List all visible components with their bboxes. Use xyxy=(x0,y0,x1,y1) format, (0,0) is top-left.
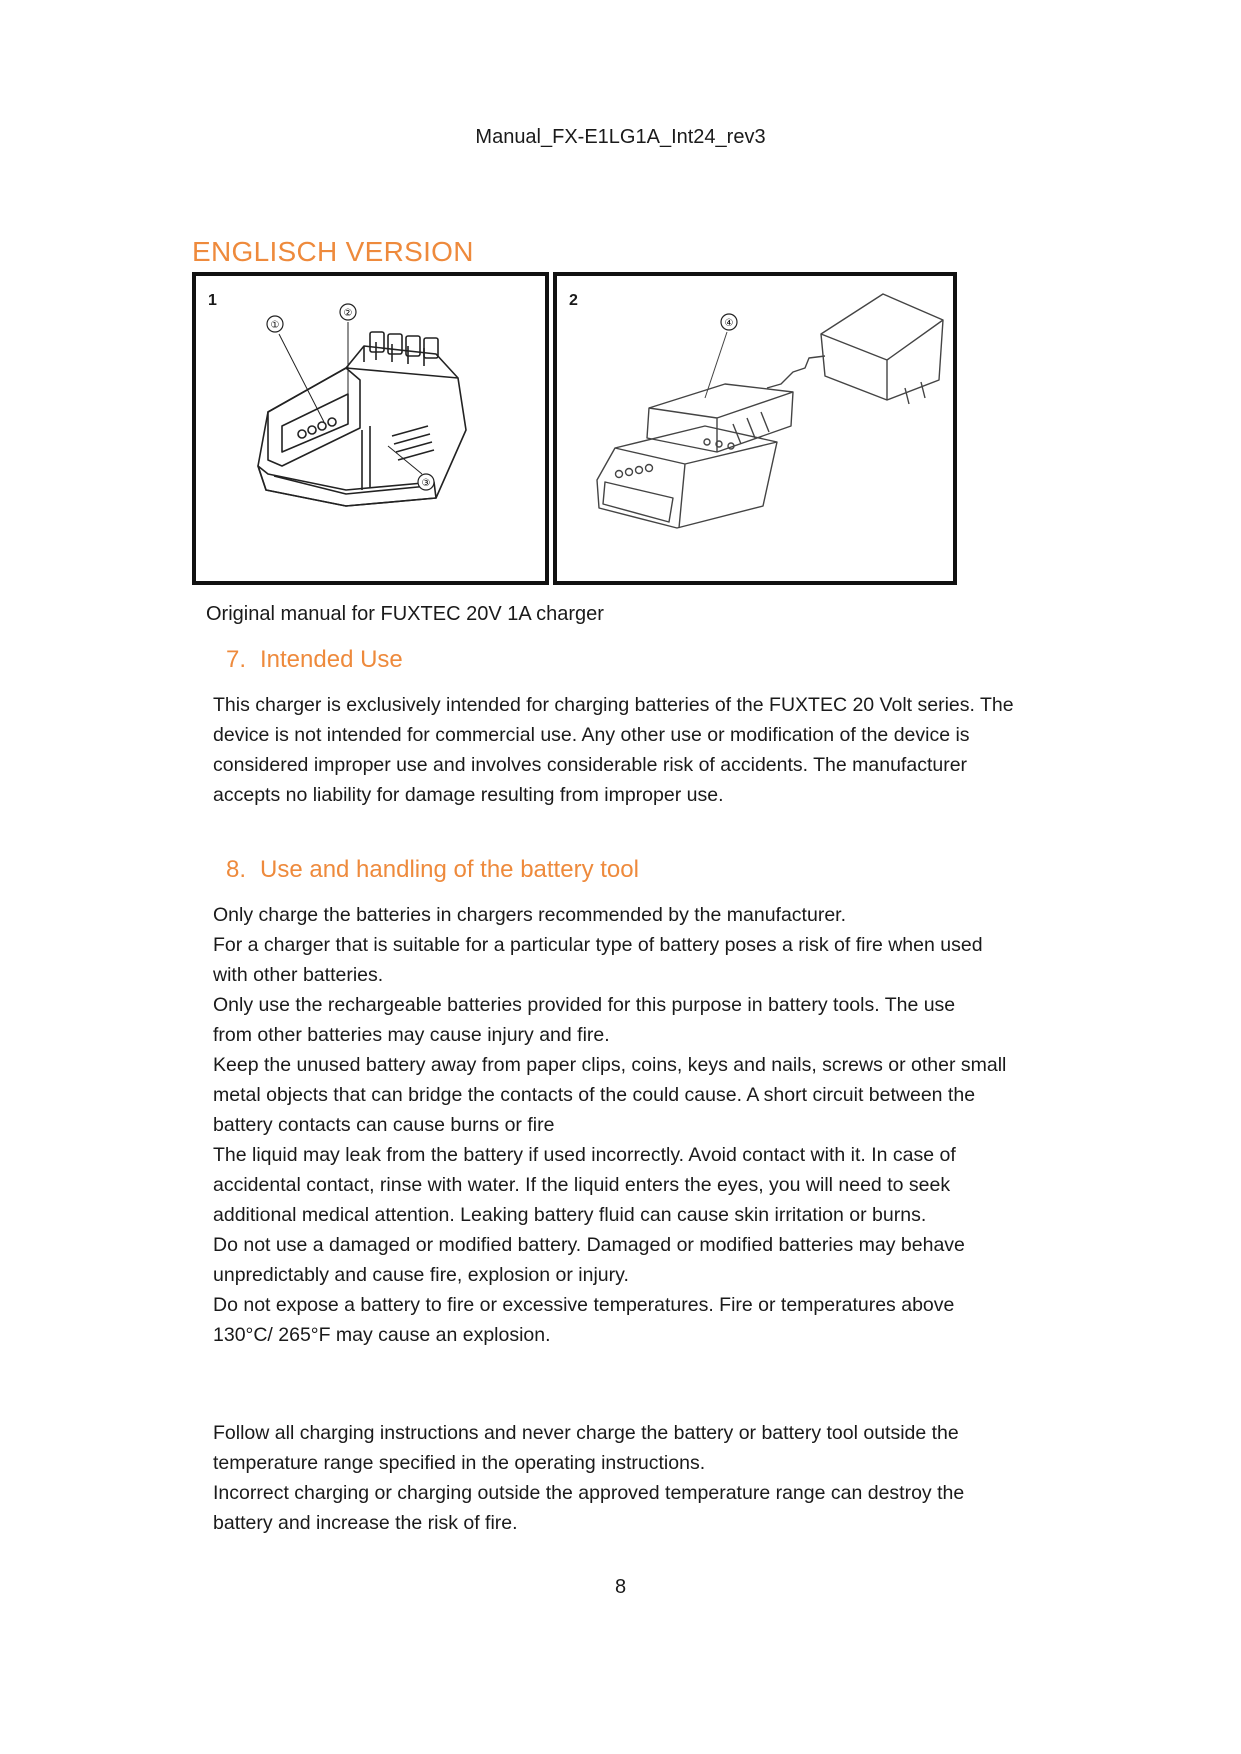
text-line: Do not use a damaged or modified battery. Damaged or modified batteries may behave xyxy=(213,1234,965,1256)
text-line: battery and increase the risk of fire. xyxy=(213,1512,518,1534)
text-line: For a charger that is suitable for a particular type of battery poses a risk of fire when used xyxy=(213,934,983,956)
section-7-body xyxy=(213,690,1013,810)
document-header: Manual_FX-E1LG1A_Int24_rev3 xyxy=(475,126,766,148)
section-7-title: Intended Use xyxy=(260,646,403,673)
page-number: 8 xyxy=(614,1576,627,1598)
section-8-heading xyxy=(226,856,639,884)
text-line: accepts no liability for damage resulting from improper use. xyxy=(213,784,724,806)
text-line: from other batteries may cause injury and fire. xyxy=(213,1024,610,1046)
text-line: accidental contact, rinse with water. If the liquid enters the eyes, you will need to seek xyxy=(213,1174,951,1196)
text-line: unpredictably and cause fire, explosion or injury. xyxy=(213,1264,629,1286)
figure-2-charger xyxy=(553,272,957,585)
figure-caption: Original manual for FUXTEC 20V 1A charger xyxy=(206,603,604,625)
text-line: Follow all charging instructions and never charge the battery or battery tool outside the xyxy=(213,1422,959,1444)
section-7-number: 7. xyxy=(226,646,247,673)
section-8-body-continued xyxy=(213,1418,1013,1538)
language-heading: ENGLISCH VERSION xyxy=(192,236,474,267)
text-line: Keep the unused battery away from paper clips, coins, keys and nails, screws or other small xyxy=(213,1054,1007,1076)
text-line: 130°C/ 265°F may cause an explosion. xyxy=(213,1324,551,1346)
text-line: metal objects that can bridge the contacts of the could cause. A short circuit between the xyxy=(213,1084,976,1106)
text-line: temperature range specified in the operating instructions. xyxy=(213,1452,706,1474)
figure-1-battery xyxy=(192,272,549,585)
text-line: The liquid may leak from the battery if used incorrectly. Avoid contact with it. In case of xyxy=(213,1144,956,1166)
callout-4-icon: ④ xyxy=(724,318,734,329)
text-line: Incorrect charging or charging outside the approved temperature range can destroy the xyxy=(213,1482,965,1504)
text-line: This charger is exclusively intended for charging batteries of the FUXTEC 20 Volt series. The xyxy=(213,694,1014,716)
callout-1-icon: ① xyxy=(270,320,280,331)
text-line: battery contacts can cause burns or fire xyxy=(213,1114,555,1136)
figure-1-number: 1 xyxy=(208,292,217,309)
figure-2-number: 2 xyxy=(569,292,578,309)
battery-illustration xyxy=(196,276,545,581)
charger-illustration xyxy=(557,276,953,581)
section-8-body xyxy=(213,900,1013,1350)
text-line: Only charge the batteries in chargers recommended by the manufacturer. xyxy=(213,904,846,926)
callout-2-icon: ② xyxy=(343,308,353,319)
section-8-title: Use and handling of the battery tool xyxy=(260,856,639,883)
section-7-heading xyxy=(226,646,403,674)
section-8-number: 8. xyxy=(226,856,247,883)
text-line: Do not expose a battery to fire or excessive temperatures. Fire or temperatures above xyxy=(213,1294,955,1316)
text-line: device is not intended for commercial use. Any other use or modification of the device is xyxy=(213,724,970,746)
text-line: with other batteries. xyxy=(213,964,384,986)
text-line: Only use the rechargeable batteries provided for this purpose in battery tools. The use xyxy=(213,994,956,1016)
callout-3-icon: ③ xyxy=(421,478,431,489)
text-line: considered improper use and involves considerable risk of accidents. The manufacturer xyxy=(213,754,968,776)
text-line: additional medical attention. Leaking battery fluid can cause skin irritation or burns. xyxy=(213,1204,927,1226)
